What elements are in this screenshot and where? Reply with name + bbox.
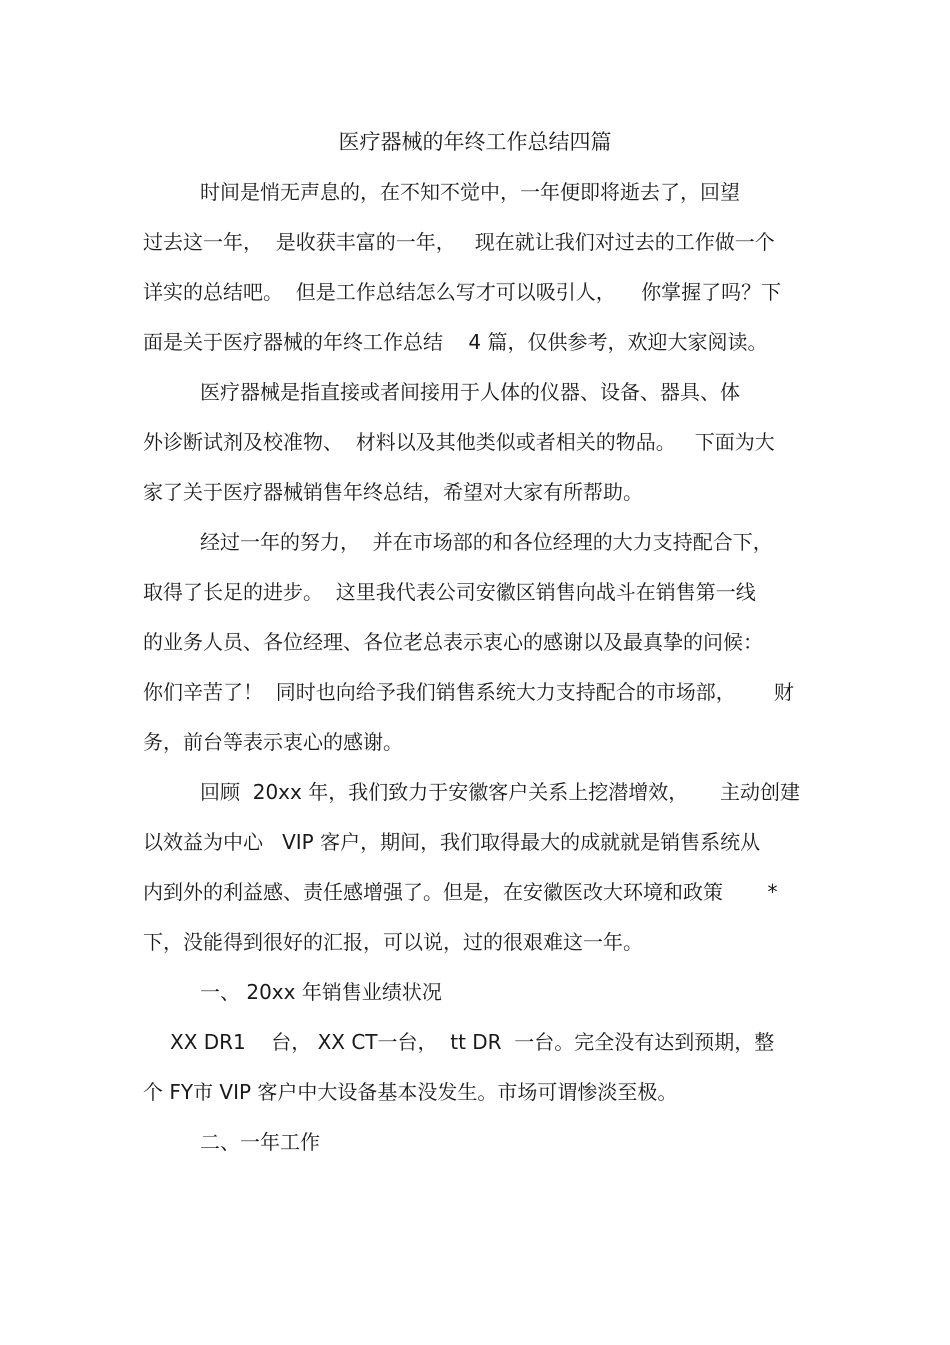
section-heading: 一、 20xx 年销售业绩状况 — [200, 980, 442, 1004]
body-line: 以效益为中心 VIP 客户，期间，我们取得最大的成就就是销售系统从 — [143, 830, 761, 854]
body-line: XX DR1 台， XX CT一台， tt DR 一台。完全没有达到预期，整 — [170, 1030, 775, 1054]
body-line: 面是关于医疗器械的年终工作总结 4 篇，仅供参考，欢迎大家阅读。 — [143, 330, 768, 354]
document-title: 医疗器械的年终工作总结四篇 — [338, 130, 612, 154]
body-line: 回顾 20xx 年，我们致力于安徽客户关系上挖潜增效， 主动创建 — [200, 780, 800, 804]
body-line: 时间是悄无声息的，在不知不觉中，一年便即将逝去了，回望 — [200, 180, 740, 204]
section-heading: 二、一年工作 — [200, 1130, 320, 1154]
body-line: 经过一年的努力， 并在市场部的和各位经理的大力支持配合下， — [200, 530, 773, 554]
body-line: 家了关于医疗器械销售年终总结，希望对大家有所帮助。 — [143, 480, 643, 504]
body-line: 的业务人员、各位经理、各位老总表示衷心的感谢以及最真挚的问候： — [143, 630, 763, 654]
body-line: 过去这一年， 是收获丰富的一年， 现在就让我们对过去的工作做一个 — [143, 230, 775, 254]
body-line: 个 FY市 VIP 客户中大设备基本没发生。市场可谓惨淡至极。 — [143, 1080, 678, 1104]
body-line: 医疗器械是指直接或者间接用于人体的仪器、设备、器具、体 — [200, 380, 740, 404]
body-line: 外诊断试剂及校准物、 材料以及其他类似或者相关的物品。 下面为大 — [143, 430, 775, 454]
body-line: 取得了长足的进步。 这里我代表公司安徽区销售向战斗在销售第一线 — [143, 580, 756, 604]
body-line: 务，前台等表示衷心的感谢。 — [143, 730, 403, 754]
body-line: 下，没能得到很好的汇报，可以说，过的很艰难这一年。 — [143, 930, 643, 954]
body-line: 内到外的利益感、责任感增强了。但是，在安徽医改大环境和政策 * — [143, 880, 778, 904]
body-line: 你们辛苦了！ 同时也向给予我们销售系统大力支持配合的市场部， 财 — [143, 680, 794, 704]
body-line: 详实的总结吧。 但是工作总结怎么写才可以吸引人， 你掌握了吗？下 — [143, 280, 782, 304]
